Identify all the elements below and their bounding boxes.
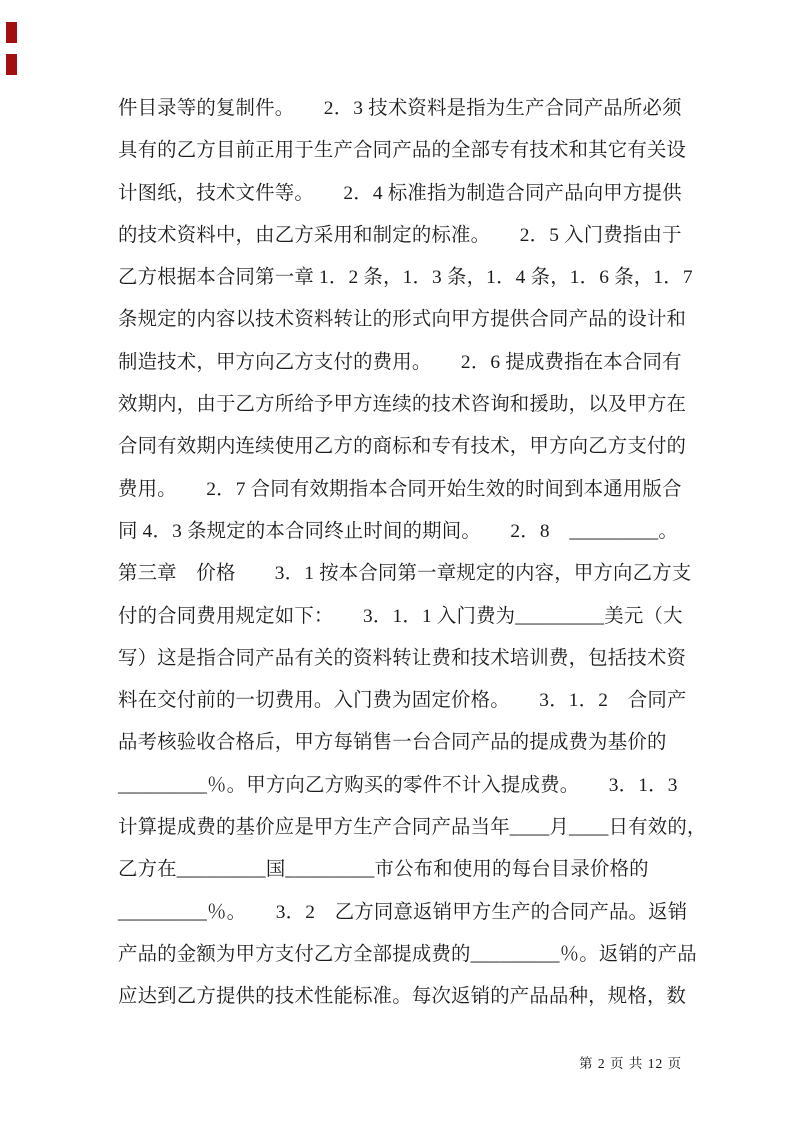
text-line: 料在交付前的一切费用。入门费为固定价格。 3．1．2 合同产 <box>118 690 687 712</box>
text-line: _________％。甲方向乙方购买的零件不计入提成费。 3．1．3 <box>118 774 678 796</box>
text-line: 计算提成费的基价应是甲方生产合同产品当年____月____日有效的， <box>118 817 707 839</box>
red-mark-top <box>6 22 17 43</box>
document-text <box>118 88 707 1019</box>
text-line: 计图纸，技术文件等。 2．4 标准指为制造合同产品向甲方提供 <box>118 182 682 204</box>
text-line: 的技术资料中，由乙方采用和制定的标准。 2．5 入门费指由于 <box>118 224 682 246</box>
text-line: 品考核验收合格后，甲方每销售一台合同产品的提成费为基价的 <box>118 732 667 754</box>
text-line: 费用。 2．7 合同有效期指本合同开始生效的时间到本通用版合 <box>118 478 682 500</box>
text-line: 合同有效期内连续使用乙方的商标和专有技术，甲方向乙方支付的 <box>118 436 687 458</box>
text-line: 具有的乙方目前正用于生产合同产品的全部专有技术和其它有关设 <box>118 140 687 162</box>
text-line: _________％。 3．2 乙方同意返销甲方生产的合同产品。返销 <box>118 901 688 923</box>
text-line: 制造技术，甲方向乙方支付的费用。 2．6 提成费指在本合同有 <box>118 351 682 373</box>
text-line: 乙方在_________国_________市公布和使用的每台目录价格的 <box>118 859 649 881</box>
text-line: 条规定的内容以技术资料转让的形式向甲方提供合同产品的设计和 <box>118 309 687 331</box>
text-line: 产品的金额为甲方支付乙方全部提成费的_________％。返销的产品 <box>118 943 697 965</box>
red-mark-bottom <box>6 54 17 75</box>
text-line: 件目录等的复制件。 2．3 技术资料是指为生产合同产品所必须 <box>118 98 682 119</box>
text-line: 效期内，由于乙方所给予甲方连续的技术咨询和援助，以及甲方在 <box>118 394 687 416</box>
text-line: 应达到乙方提供的技术性能标准。每次返销的产品品种，规格，数 <box>118 986 687 1008</box>
page-number-footer: 第 2 页 共 12 页 <box>579 1056 683 1071</box>
text-line: 第三章 价格 3．1 按本合同第一章规定的内容，甲方向乙方支 <box>118 563 692 585</box>
text-line: 写）这是指合同产品有关的资料转让费和技术培训费，包括技术资 <box>118 647 687 669</box>
text-line: 同 4．3 条规定的本合同终止时间的期间。 2．8 _________。 <box>118 520 679 542</box>
text-line: 乙方根据本合同第一章 1．2 条，1．3 条，1．4 条，1．6 条，1．7 <box>118 267 693 289</box>
text-line: 付的合同费用规定如下： 3．1．1 入门费为_________美元（大 <box>118 605 683 627</box>
